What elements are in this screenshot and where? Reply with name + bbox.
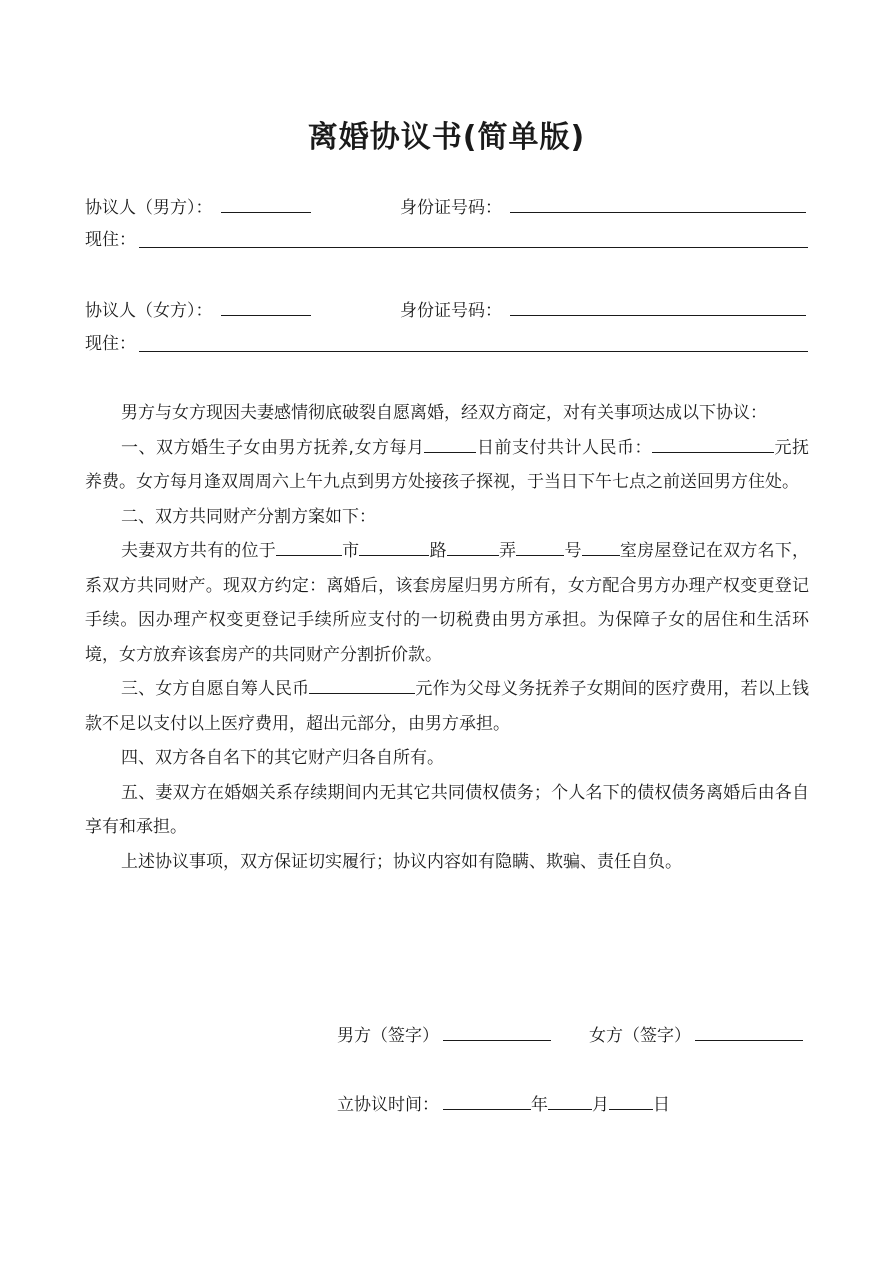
agreement-date-row — [337, 1091, 670, 1117]
female-signature-field[interactable] — [695, 1022, 803, 1041]
clause-5: 五、妻双方在婚姻关系存续期间内无其它共同债权债务；个人名下的债权债务离婚后由各自享有和承担。 — [85, 782, 809, 837]
road-field[interactable] — [359, 537, 429, 556]
city-field[interactable] — [276, 537, 342, 556]
clause-2-text-a: 夫妻双方共有的位于 — [121, 541, 276, 561]
month-label: 月 — [592, 1095, 609, 1115]
clause-4: 四、双方各自名下的其它财产归各自所有。 — [121, 748, 444, 768]
clause-1-day-field[interactable] — [424, 434, 476, 453]
male-signature-label: 男方（签字） — [337, 1026, 439, 1046]
female-name-field[interactable] — [221, 297, 311, 316]
clause-2-text-d: 弄 — [498, 541, 517, 561]
clause-2-title: 二、双方共同财产分割方案如下： — [121, 506, 376, 527]
intro-paragraph: 男方与女方现因夫妻感情彻底破裂自愿离婚，经双方商定，对有关事项达成以下协议： — [121, 403, 767, 423]
male-party-label: 协议人（男方）： — [85, 198, 213, 218]
day-field[interactable] — [609, 1091, 653, 1110]
male-address-field[interactable] — [139, 247, 808, 248]
female-id-row — [400, 297, 806, 323]
closing-paragraph: 上述协议事项，双方保证切实履行；协议内容如有隐瞒、欺骗、责任自负。 — [121, 851, 682, 872]
female-signature-row — [589, 1022, 803, 1048]
clause-2-text-b: 市 — [341, 541, 360, 561]
male-party-row — [85, 194, 311, 220]
room-field[interactable] — [582, 537, 620, 556]
year-field[interactable] — [443, 1091, 531, 1110]
clause-2-text-f: 室房屋登记在双方名下，系双方共同财产。现双方约定：离婚后，该套房屋归男方所有，女方配合男方办理产权变更登记手续。因办理产权变更登记手续所应支付的一切税费由男方承担。为保障子女的居住和生活环境，女方放弃该套房产的共同财产分割折价款。 — [85, 541, 810, 665]
clause-2-text-c: 路 — [429, 541, 447, 561]
female-address-label: 现住： — [85, 334, 136, 354]
clause-1-text-a: 一、双方婚生子女由男方抚养,女方每月 — [121, 437, 425, 458]
clause-2-text-e: 号 — [564, 541, 582, 561]
female-signature-label: 女方（签字） — [589, 1026, 691, 1046]
male-address-label: 现住： — [85, 230, 136, 250]
female-party-label: 协议人（女方）： — [85, 301, 213, 321]
female-id-label: 身份证号码： — [400, 301, 502, 321]
lane-field[interactable] — [447, 537, 499, 556]
male-id-field[interactable] — [510, 194, 806, 213]
male-id-label: 身份证号码： — [400, 198, 502, 218]
day-label: 日 — [653, 1095, 670, 1115]
clause-1 — [85, 431, 809, 500]
female-address-row — [85, 332, 136, 356]
male-name-field[interactable] — [221, 194, 311, 213]
clause-2 — [85, 534, 809, 672]
number-field[interactable] — [516, 537, 564, 556]
agreement-body — [85, 396, 809, 879]
male-signature-field[interactable] — [443, 1022, 551, 1041]
clause-3-text-b: 元作为父母义务抚养子女期间的医疗费用，若以上钱款不足以支付以上医疗费用，超出元部分，由男方承担。 — [85, 679, 810, 734]
female-id-field[interactable] — [510, 297, 806, 316]
male-address-row — [85, 228, 136, 252]
year-label: 年 — [531, 1095, 548, 1115]
clause-3-text-a: 三、女方自愿自筹人民币 — [121, 679, 310, 699]
date-label: 立协议时间： — [337, 1095, 439, 1115]
female-address-field[interactable] — [139, 351, 808, 352]
clause-1-amount-field[interactable] — [652, 434, 774, 453]
female-party-row — [85, 297, 311, 323]
clause-3 — [85, 672, 809, 741]
month-field[interactable] — [548, 1091, 592, 1110]
medical-amount-field[interactable] — [309, 675, 415, 694]
clause-1-text-c: 元抚养费。女方每月逢双周周六上午九点到男方处接孩子探视，于当日下午七点之前送回男方住处。 — [85, 437, 810, 492]
male-signature-row — [337, 1022, 551, 1048]
clause-1-text-b: 日前支付共计人民币： — [476, 437, 653, 458]
male-id-row — [400, 194, 806, 220]
document-title: 离婚协议书(简单版) — [307, 120, 586, 155]
